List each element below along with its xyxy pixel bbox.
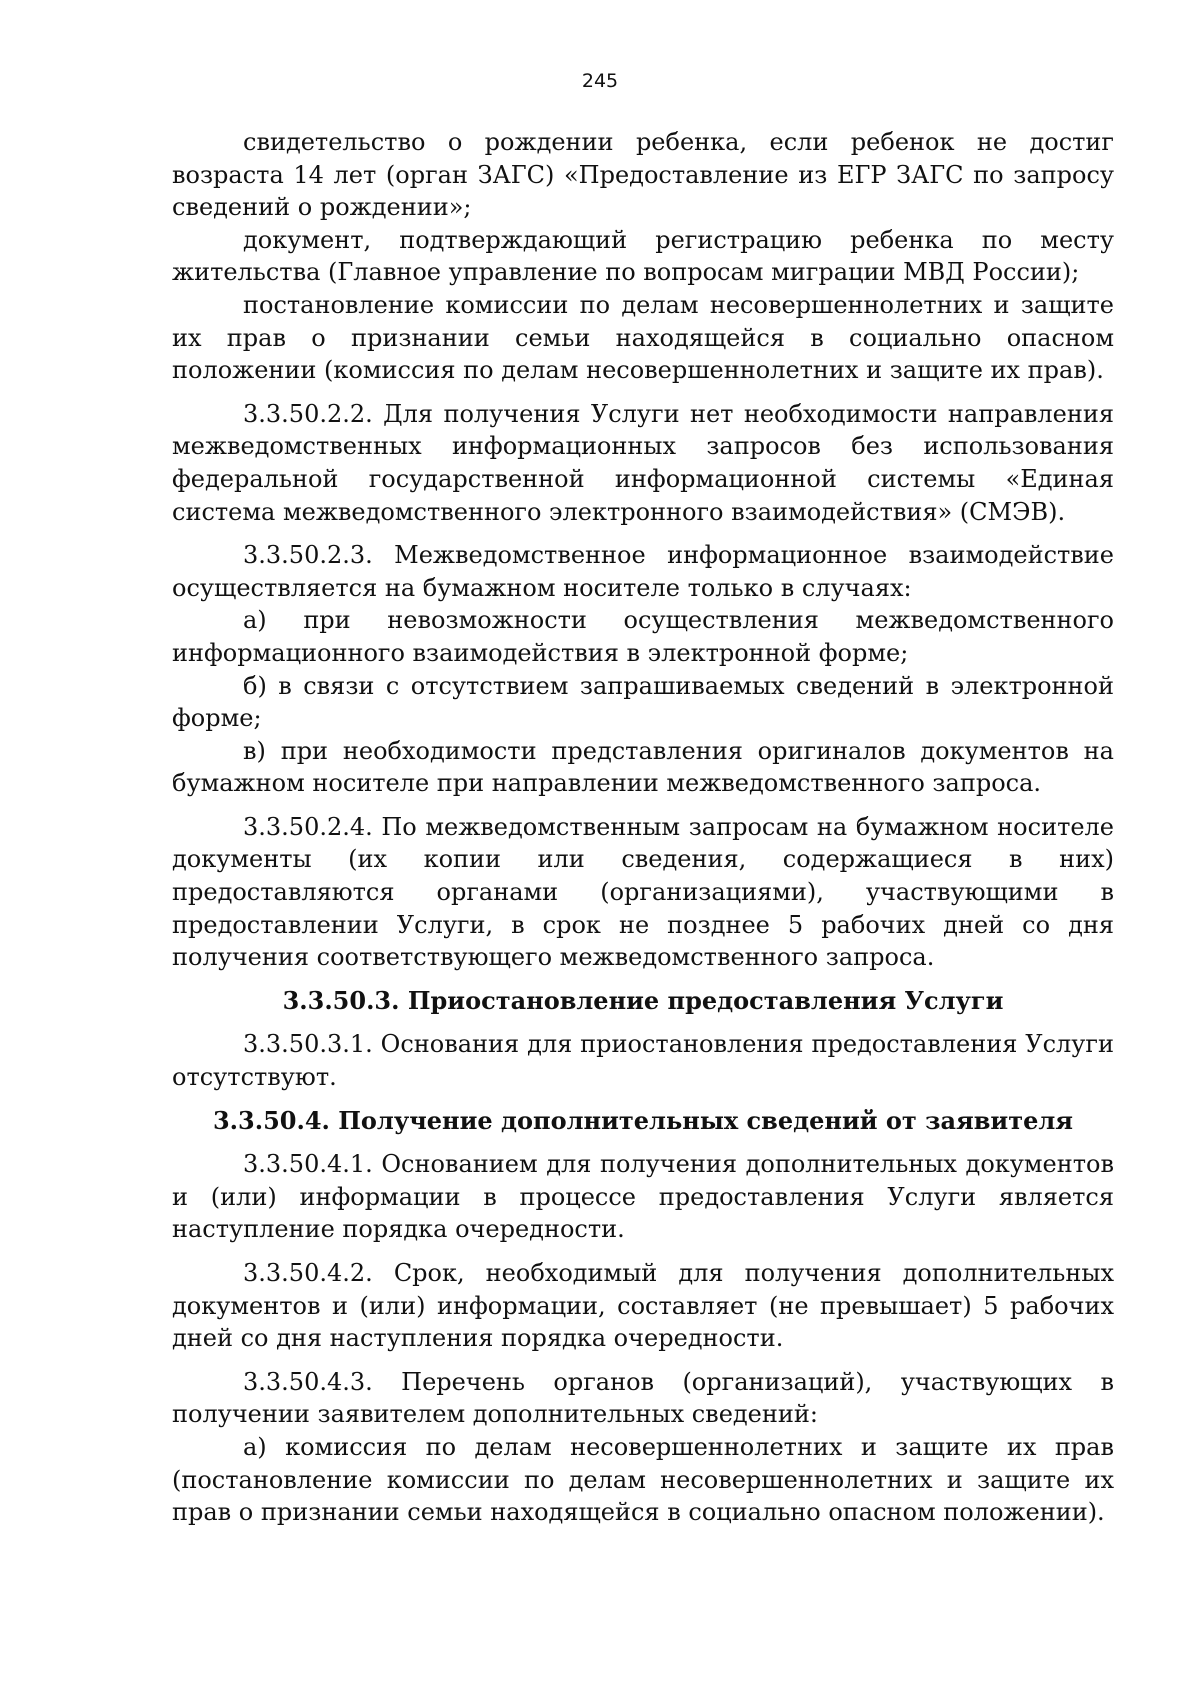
paragraph-3-3-50-4-3: 3.3.50.4.3. Перечень органов (организаций), участвующих в получении заявителем дополнительных сведений: — [172, 1367, 1114, 1429]
paragraph-3-3-50-2-4: 3.3.50.2.4. По межведомственным запросам на бумажном носителе документы (их копии или сведения, содержащиеся в них) предоставляются органами (организациями), участвующими в предоставлении Услуги, в срок не позднее 5 рабочих дней со дня получения соответствующего межведомственного запроса. — [172, 812, 1114, 972]
paragraph-3-3-50-3-1: 3.3.50.3.1. Основания для приостановления предоставления Услуги отсутствуют. — [172, 1030, 1114, 1092]
document-body — [172, 126, 1114, 1529]
list-item-v: в) при необходимости представления оригиналов документов на бумажном носителе при направлении межведомственного запроса. — [172, 736, 1114, 798]
paragraph-3-3-50-4-1: 3.3.50.4.1. Основанием для получения дополнительных документов и (или) информации в процессе предоставления Услуги является наступление порядка очередности. — [172, 1150, 1114, 1244]
section-heading-3-3-50-4: 3.3.50.4. Получение дополнительных сведений от заявителя — [212, 1105, 1073, 1135]
section-heading-3-3-50-3: 3.3.50.3. Приостановление предоставления Услуги — [282, 985, 1004, 1015]
list-item-b: б) в связи с отсутствием запрашиваемых сведений в электронной форме; — [172, 671, 1114, 733]
list-item-a: а) при невозможности осуществления межведомственного информационного взаимодействия в электронной форме; — [172, 606, 1114, 667]
paragraph-commission-resolution: постановление комиссии по делам несовершеннолетних и защите их прав о признании семьи находящейся в социально опасном положении (комиссия по делам несовершеннолетних и защите их прав). — [172, 290, 1114, 385]
paragraph-3-3-50-2-3: 3.3.50.2.3. Межведомственное информационное взаимодействие осуществляется на бумажном носителе только в случаях: — [172, 541, 1114, 602]
paragraph-birth-certificate: свидетельство о рождении ребенка, если ребенок не достиг возраста 14 лет (орган ЗАГС) «Предоставление из ЕГР ЗАГС по запросу сведений о рождении»; — [172, 128, 1114, 222]
paragraph-3-3-50-2-2: 3.3.50.2.2. Для получения Услуги нет необходимости направления межведомственных информационных запросов без использования федеральной государственной информационной системы «Единая система межведомственного электронного взаимодействия» (СМЭВ). — [172, 399, 1114, 526]
paragraph-3-3-50-4-2: 3.3.50.4.2. Срок, необходимый для получения дополнительных документов и (или) информации, составляет (не превышает) 5 рабочих дней со дня наступления порядка очередности. — [172, 1259, 1114, 1353]
page-number: 245 — [581, 70, 619, 92]
paragraph-registration-document: документ, подтверждающий регистрацию ребенка по месту жительства (Главное управление по вопросам миграции МВД России); — [172, 225, 1114, 287]
list-item-a-commission: а) комиссия по делам несовершеннолетних и защите их прав (постановление комиссии по делам несовершеннолетних и защите их прав о признании семьи находящейся в социально опасном положении). — [172, 1432, 1114, 1527]
